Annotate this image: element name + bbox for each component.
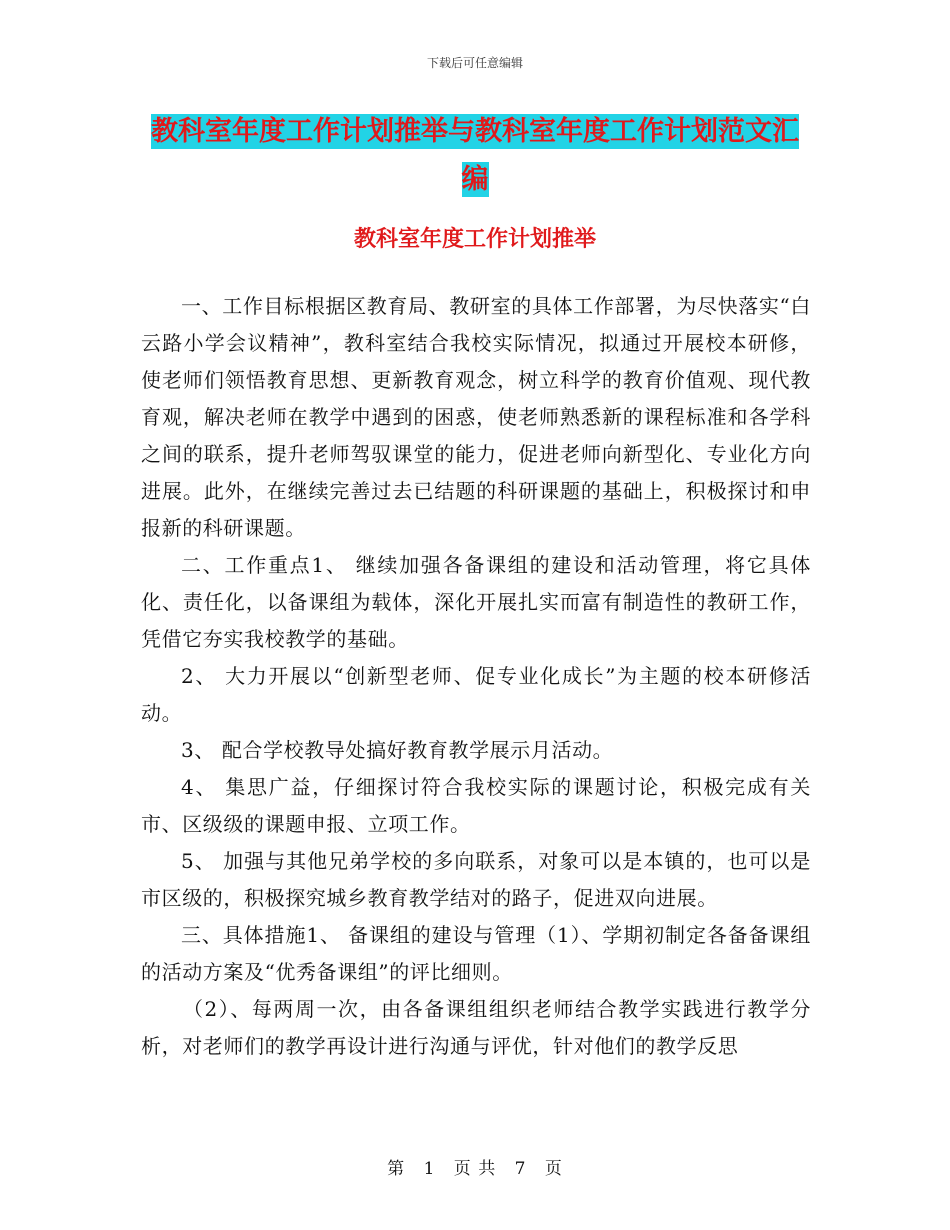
paragraph: 一、工作目标根据区教育局、教研室的具体工作部署，为尽快落实“白云路小学会议精神”，教科室结合我校实际情况，拟通过开展校本研修，使老师们领悟教育思想、更新教育观念，树立科学的教育价值观、现代教育观，解决老师在教学中遇到的困惑，使老师熟悉新的课程标准和各学科之间的联系，提升老师驾驭课堂的能力，促进老师向新型化、专业化方向进展。此外，在继续完善过去已结题的科研课题的基础上，积极探讨和申报新的科研课题。 [141, 294, 811, 540]
paragraph: 三、具体措施1、 备课组的建设与管理（1）、学期初制定各备备课组的活动方案及“优秀备课组”的评比细则。 [141, 923, 811, 984]
footer-prefix: 第 [387, 1159, 406, 1179]
page-footer [0, 1154, 950, 1179]
paragraph: （2）、每两周一次，由各备课组组织老师结合教学实践进行教学分析，对老师们的教学再设计进行沟通与评优，针对他们的教学反思 [141, 997, 811, 1058]
paragraph: 4、 集思广益，仔细探讨符合我校实际的课题讨论，积极完成有关市、区级级的课题申报、立项工作。 [141, 775, 811, 836]
footer-suffix: 页 [544, 1159, 563, 1179]
paragraph: 3、 配合学校教导处搞好教育教学展示月活动。 [181, 738, 614, 762]
document-title [140, 108, 810, 204]
footer-middle: 页 共 [453, 1159, 497, 1179]
footer-page-number: 1 [423, 1159, 436, 1179]
header-note: 下载后可任意编辑 [426, 56, 523, 70]
document-title-text: 教科室年度工作计划推举与教科室年度工作计划范文汇编 [151, 116, 799, 195]
paragraph: 二、工作重点1、 继续加强各备课组的建设和活动管理，将它具体化、责任化，以备课组为载体，深化开展扎实而富有制造性的教研工作，凭借它夯实我校教学的基础。 [141, 553, 811, 651]
section-title: 教科室年度工作计划推举 [353, 226, 596, 252]
paragraph: 5、 加强与其他兄弟学校的多向联系，对象可以是本镇的，也可以是市区级的，积极探究城乡教育教学结对的路子，促进双向进展。 [141, 849, 811, 910]
paragraph: 2、 大力开展以“创新型老师、促专业化成长”为主题的校本研修活动。 [141, 664, 811, 725]
footer-total-pages: 7 [514, 1159, 527, 1179]
document-body [141, 288, 811, 1065]
